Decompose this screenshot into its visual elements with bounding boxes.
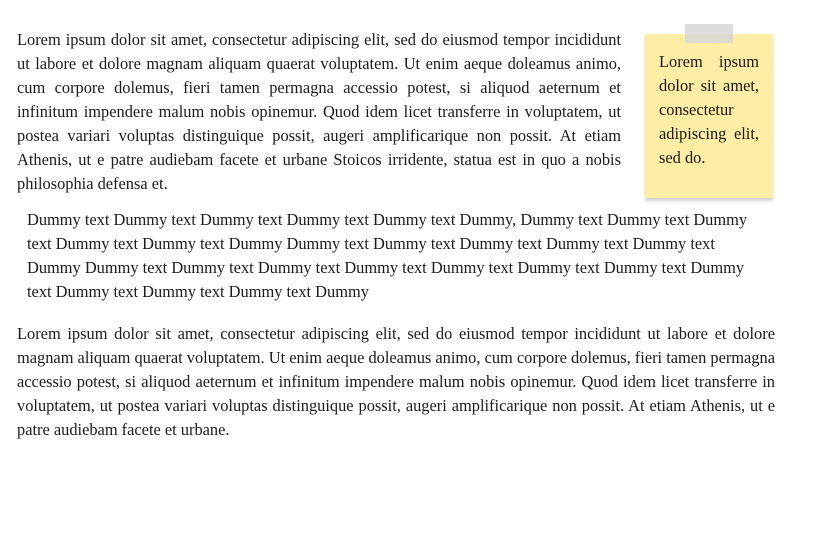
sticky-note	[645, 34, 773, 198]
document-page	[17, 28, 775, 442]
paragraph-lorem-closing: Lorem ipsum dolor sit amet, consectetur adipiscing elit, sed do eiusmod tempor incididunt ut labore et dolore magnam aliquam quaerat voluptatem. Ut enim aeque doleamus animo, cum corpore dolemus, fieri tamen permagna accessio potest, si aliquod aeternum et infinitum impendere malum nobis opinemur. Quod idem licet transferre in voluptatem, ut postea variari voluptas distinguique possit, augeri amplificarique non possit. At etiam Athenis, ut e patre audiebam facete et urbane.	[17, 324, 775, 439]
paragraph-dummy-text: Dummy text Dummy text Dummy text Dummy text Dummy text Dummy, Dummy text Dummy text Dummy text Dummy text Dummy text Dummy Dummy text Dummy text Dummy text Dummy text Dummy text Dummy Dummy text Dummy text Dummy text Dummy text Dummy text Dummy text Dummy text Dummy text Dummy text Dummy text Dummy text Dummy	[27, 210, 748, 301]
paragraph-lorem-intro: Lorem ipsum dolor sit amet, consectetur adipiscing elit, sed do eiusmod tempor incididunt ut labore et dolore magnam aliquam quaerat voluptatem. Ut enim aeque doleamus animo, cum corpore dolemus, fieri tamen permagna accessio potest, si aliquod aeternum et infinitum impendere malum nobis opinemur. Quod idem licet transferre in voluptatem, ut postea variari voluptas distinguique possit, augeri amplificarique non possit. At etiam Athenis, ut e patre audiebam facete et urbane Stoicos irridente, statua est in quo a nobis philosophia defensa et.	[17, 30, 621, 193]
tape-strip	[685, 24, 733, 43]
sticky-note-text: Lorem ipsum dolor sit amet, consectetur adipiscing elit, sed do.	[659, 52, 759, 167]
